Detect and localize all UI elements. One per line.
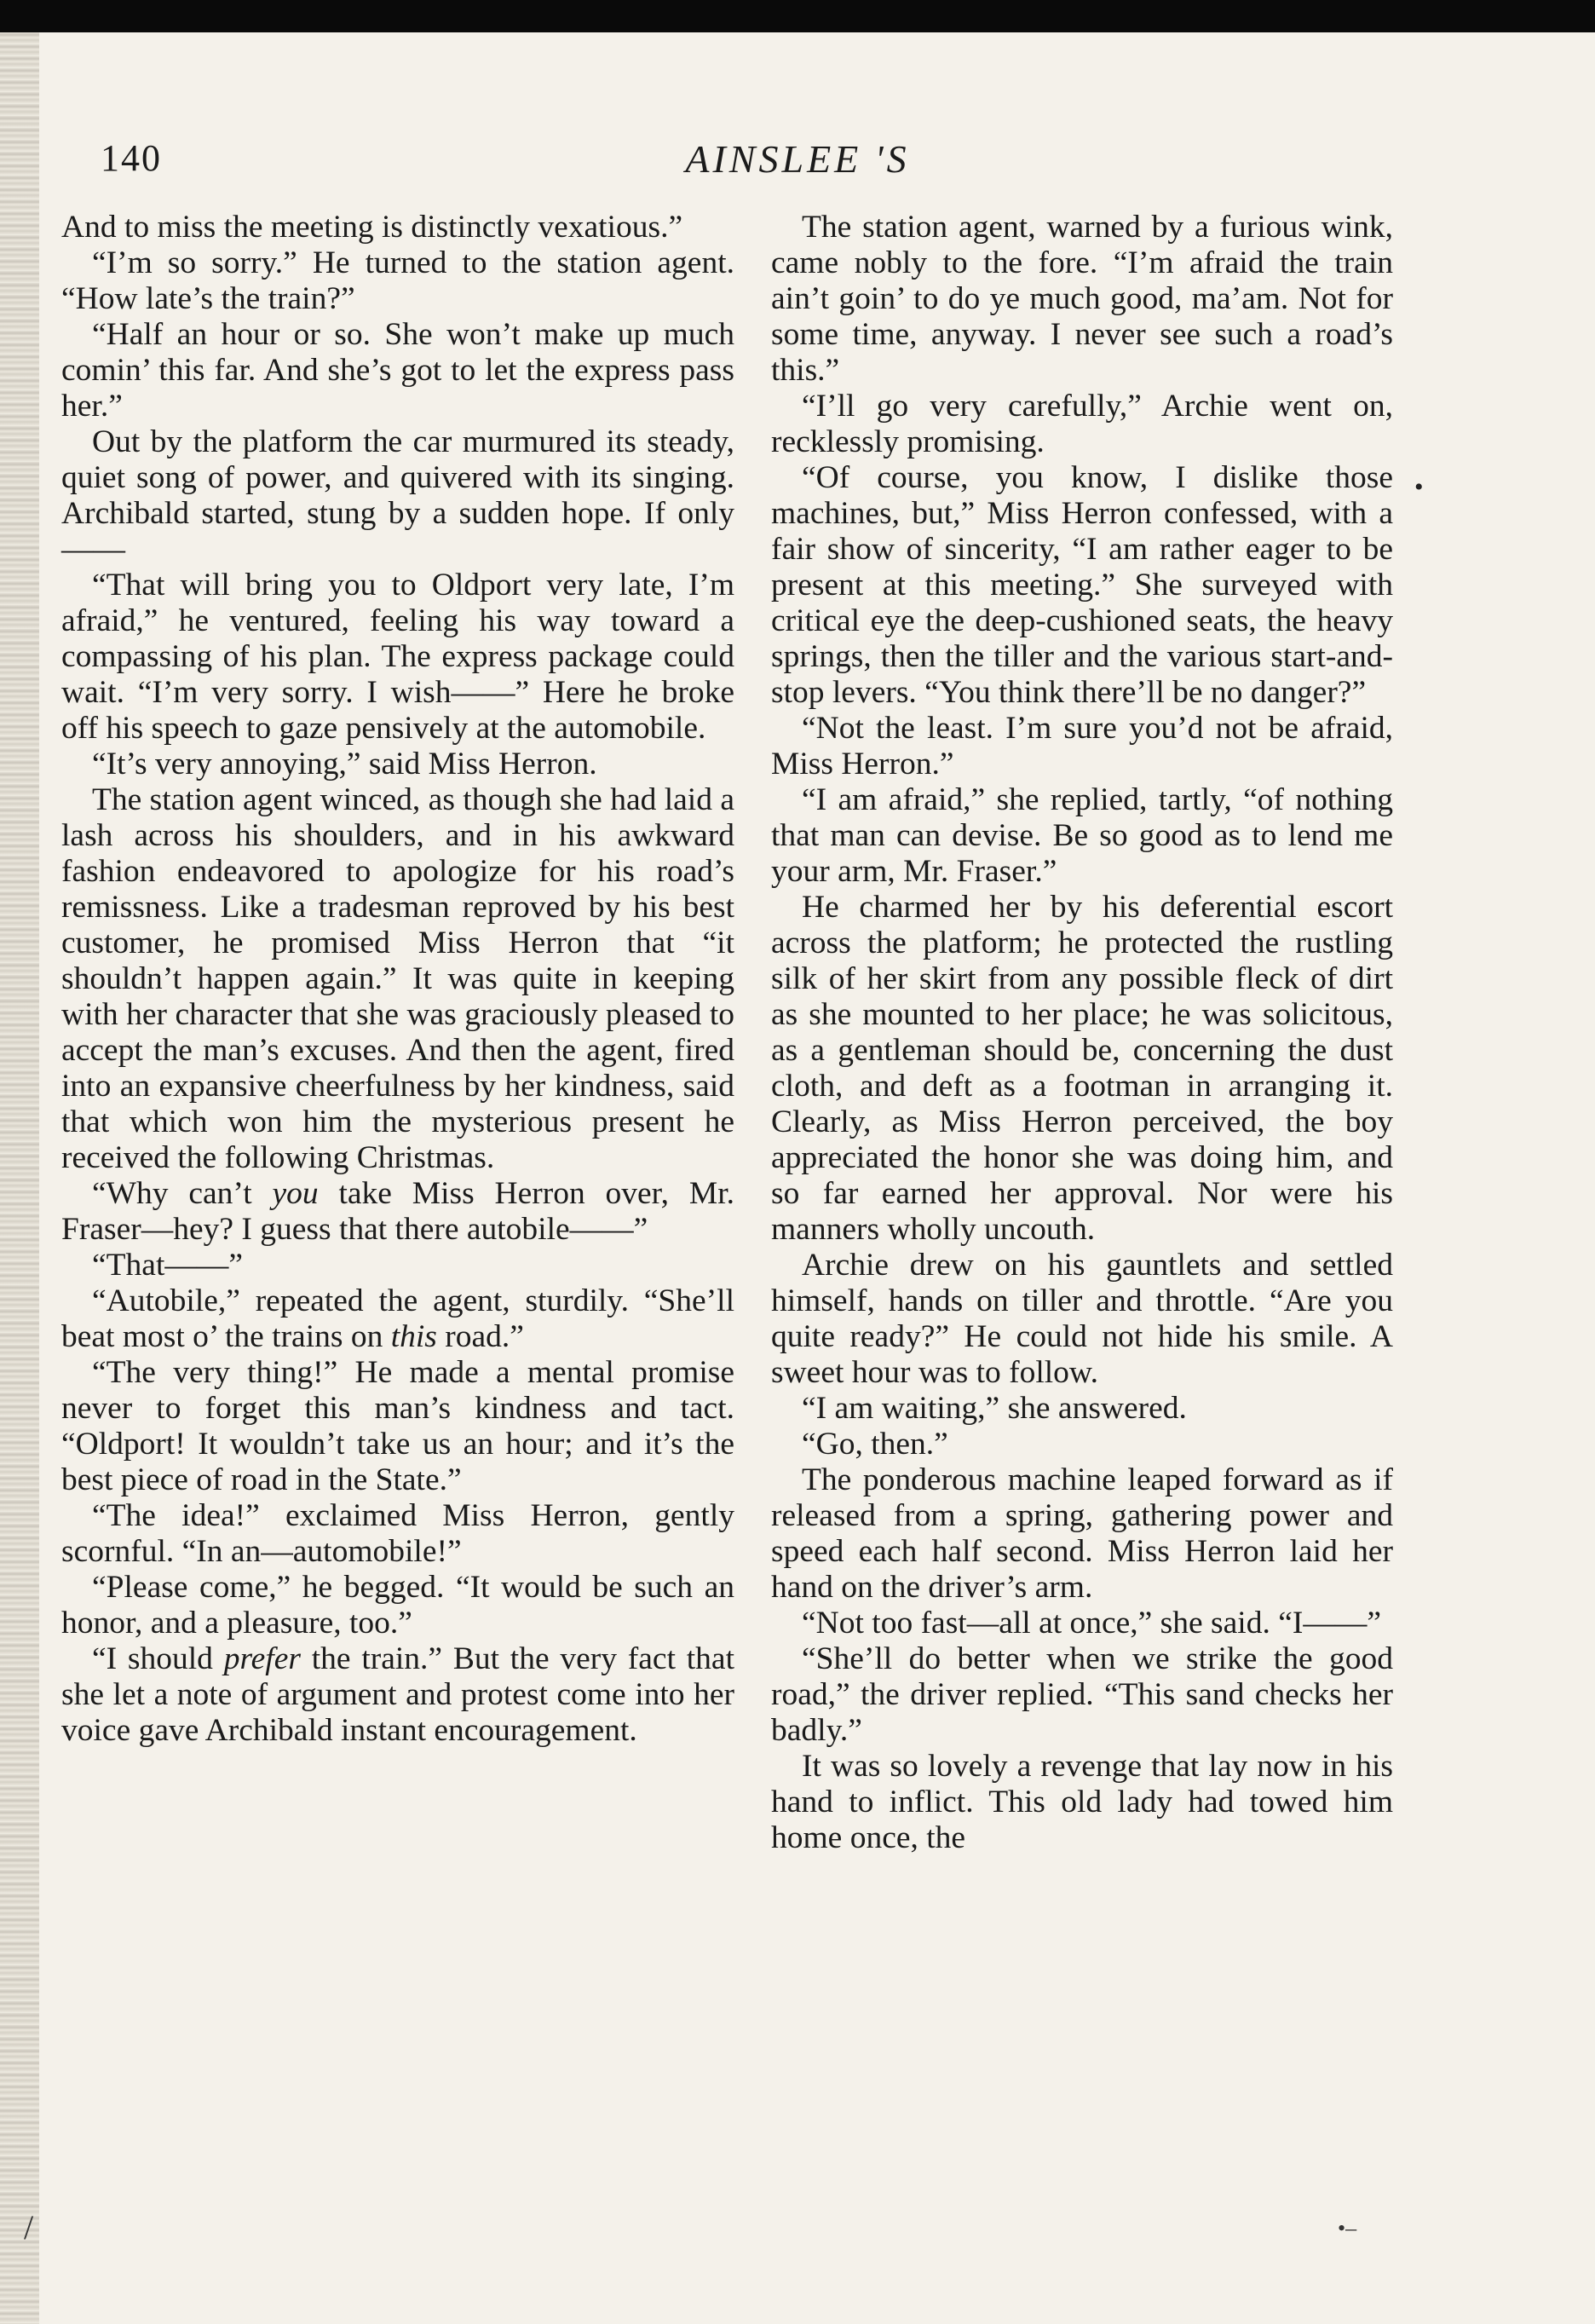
text-run: “Why can’t bbox=[92, 1176, 273, 1211]
margin-mark: •‒ bbox=[1338, 2216, 1357, 2240]
paragraph: He charmed her by his deferential escort across the platform; he protected the rustling silk of her skirt from any possible fleck of dirt as she mounted to her place; he was solicitous, as a gentleman should be, concerning the dust cloth, and deft as a footman in arranging it. Clearly, as Miss Herron perceived, the boy appreciated the honor she was doing him, and so far earned her approval. Nor were his manners wholly uncouth. bbox=[771, 890, 1393, 1247]
paragraph bbox=[61, 1641, 734, 1749]
text-run: “Autobile,” repeated the agent, sturdily. “She’ll beat most o’ the trains on bbox=[61, 1283, 734, 1354]
running-head: AINSLEE 'S bbox=[685, 137, 910, 181]
left-column bbox=[61, 210, 734, 1749]
text-run: road.” bbox=[436, 1319, 524, 1354]
paragraph: The station agent winced, as though she had laid a lash across his shoulders, and in his awkward fashion endeavored to apologize for his road’s remissness. Like a tradesman reproved by his best customer, he promised Miss Herron that “it shouldn’t happen again.” It was quite in keeping with her character that she was graciously pleased to accept the man’s excuses. And then the agent, fired into an expansive cheerfulness by her kindness, said that which won him the mysterious present he received the following Christmas. bbox=[61, 782, 734, 1175]
paragraph: It was so lovely a revenge that lay now in his hand to inflict. This old lady had towed him home once, the bbox=[771, 1749, 1393, 1855]
paragraph: “Please come,” he begged. “It would be such an honor, and a pleasure, too.” bbox=[61, 1570, 734, 1641]
text-run: the train.” But the very fact that she let a note of argument and protest come into her voice gave Archibald instant encouragement. bbox=[61, 1641, 734, 1748]
right-column bbox=[771, 210, 1393, 1856]
paragraph: “I am waiting,” she answered. bbox=[802, 1391, 1187, 1426]
paragraph: The station agent, warned by a furious wink, came nobly to the fore. “I’m afraid the train ain’t goin’ to do ye much good, ma’am. Not for some time, anyway. I never see such a road’s this.” bbox=[771, 210, 1393, 388]
emphasis: you bbox=[272, 1176, 319, 1211]
paragraph: “Of course, you know, I dislike those machines, but,” Miss Herron confessed, with a fair show of sincerity, “I am rather eager to be present at this meeting.” She surveyed with critical eye the deep-cushioned seats, the heavy springs, then the tiller and the various start-and-stop levers. “You think there’ll be no danger?” bbox=[771, 460, 1393, 710]
paragraph: “I am afraid,” she replied, tartly, “of nothing that man can devise. Be so good as to lend me your arm, Mr. Fraser.” bbox=[771, 782, 1393, 889]
emphasis: prefer bbox=[223, 1641, 301, 1676]
paragraph: “The idea!” exclaimed Miss Herron, gently scornful. “In an—automobile!” bbox=[61, 1498, 734, 1569]
paragraph: “She’ll do better when we strike the good road,” the driver replied. “This sand checks her badly.” bbox=[771, 1641, 1393, 1748]
top-border bbox=[0, 0, 1595, 32]
paragraph: Archie drew on his gauntlets and settled himself, hands on tiller and throttle. “Are you quite ready?” He could not hide his smile. A sweet hour was to follow. bbox=[771, 1248, 1393, 1390]
paragraph: “Half an hour or so. She won’t make up much comin’ this far. And she’s got to let the express pass her.” bbox=[61, 317, 734, 424]
paragraph bbox=[61, 1283, 734, 1355]
margin-mark: / bbox=[24, 2208, 34, 2246]
paragraph: “Not too fast—all at once,” she said. “I——” bbox=[802, 1606, 1381, 1641]
margin-mark: • bbox=[1414, 473, 1424, 501]
paragraph: The ponderous machine leaped forward as if released from a spring, gathering power and speed each half second. Miss Herron laid her hand on the driver’s arm. bbox=[771, 1462, 1393, 1605]
text-run: take Miss Herron over, Mr. Fraser—hey? I guess that there autobile——” bbox=[61, 1176, 734, 1247]
paragraph: “I’m so sorry.” He turned to the station agent. “How late’s the train?” bbox=[61, 245, 734, 316]
paragraph: Out by the platform the car murmured its steady, quiet song of power, and quivered with its singing. Archibald started, stung by a sudden hope. If only—— bbox=[61, 424, 734, 567]
paragraph: “That will bring you to Oldport very late, I’m afraid,” he ventured, feeling his way toward a compassing of his plan. The express package could wait. “I’m very sorry. I wish——” Here he broke off his speech to gaze pensively at the automobile. bbox=[61, 568, 734, 746]
paragraph: “I’ll go very carefully,” Archie went on, recklessly promising. bbox=[771, 389, 1393, 459]
text-run: “I should bbox=[92, 1641, 224, 1676]
paragraph: “It’s very annoying,” said Miss Herron. bbox=[92, 747, 597, 781]
paragraph: “Go, then.” bbox=[802, 1427, 948, 1462]
page-number: 140 bbox=[101, 137, 162, 179]
emphasis: this bbox=[390, 1319, 437, 1354]
paragraph: And to miss the meeting is distinctly vexatious.” bbox=[61, 210, 683, 245]
paragraph bbox=[61, 1176, 734, 1248]
paragraph: “Not the least. I’m sure you’d not be afraid, Miss Herron.” bbox=[771, 711, 1393, 781]
binding-edge bbox=[0, 32, 39, 2324]
paragraph: “The very thing!” He made a mental promise never to forget this man’s kindness and tact. “Oldport! It wouldn’t take us an hour; and it’s the best piece of road in the State.” bbox=[61, 1355, 734, 1497]
paragraph: “That——” bbox=[92, 1248, 244, 1283]
